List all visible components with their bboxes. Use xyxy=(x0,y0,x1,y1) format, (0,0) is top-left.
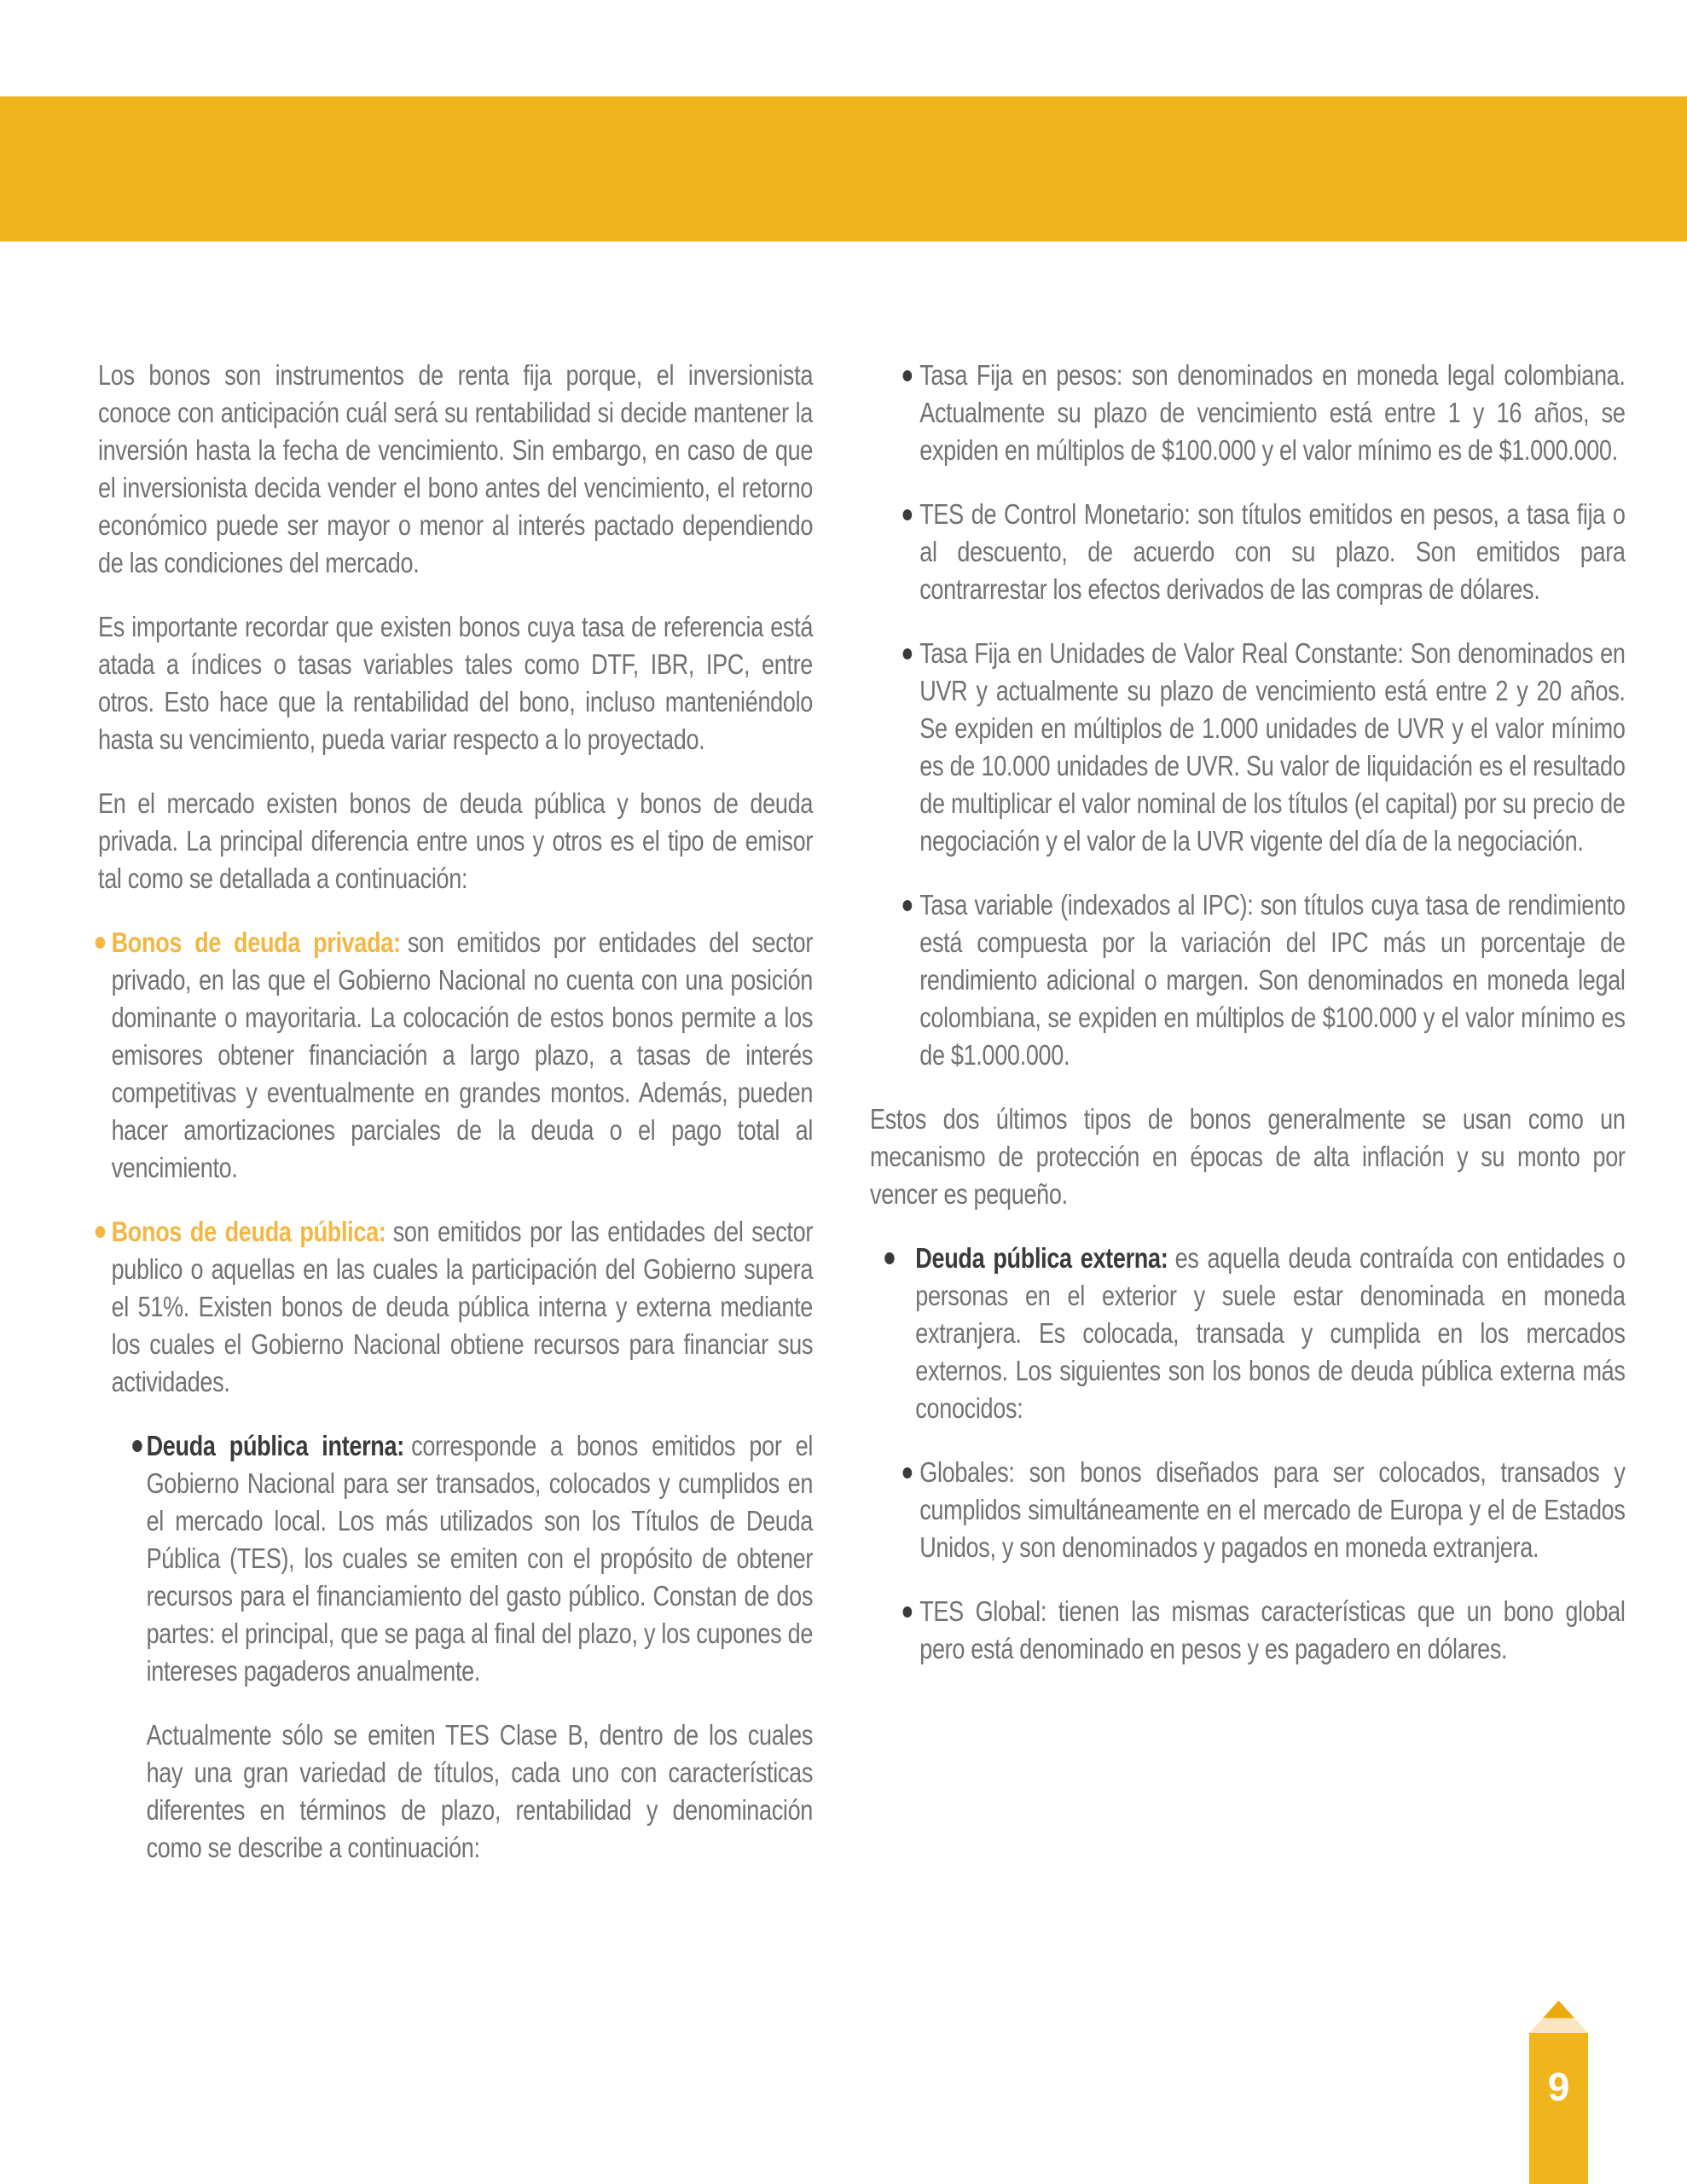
pencil-point-icon xyxy=(1529,2001,1588,2033)
pencil-icon xyxy=(1529,2001,1588,2184)
bullet-text: Tasa variable (indexados al IPC): son títulos cuya tasa de rendimiento está compuesta por la variación del IPC más un porcentaje de rendimiento adicional o margen. Son denominados en moneda legal colombiana, se expiden en múltiplos de $100.000 y el valor mínimo es de $1.000.000. xyxy=(919,889,1626,1071)
bullet-text: son emitidos por las entidades del sector publico o aquellas en las cuales la participación del Gobierno supera el 51%. Existen bonos de deuda pública interna y externa mediante los cuales el Gobierno Nacional obtiene recursos para financiar sus actividades. xyxy=(111,1216,814,1397)
bullet-heading: Deuda pública externa: xyxy=(915,1242,1168,1274)
bullet-dot-icon xyxy=(903,1606,913,1618)
pencil-body xyxy=(1529,2033,1588,2184)
bullet-text: Globales: son bonos diseñados para ser colocados, transados y cumplidos simultáneamente en el mercado de Europa y el de Estados Unidos, y son denominados y pagados en moneda extranjera. xyxy=(919,1456,1626,1563)
bullet-globales xyxy=(901,1454,1626,1566)
bullet-dot-icon xyxy=(903,648,913,659)
bullet-text: corresponde a bonos emitidos por el Gobierno Nacional para ser transados, colocados y cumplidos en el mercado local. Los más utilizados son los Títulos de Deuda Pública (TES), los cuales se emiten con el propósito de obtener recursos para el financiamiento del gasto público. Constan de dos partes: el principal, que se paga al final del plazo, y los cupones de intereses pagaderos anualmente. xyxy=(146,1430,814,1687)
bullet-dot-icon xyxy=(132,1440,142,1452)
bullet-deuda-publica-interna xyxy=(132,1427,813,1690)
bullet-text: TES de Control Monetario: son títulos emitidos en pesos, a tasa fija o al descuento, de acuerdo con su plazo. Son emitidos para contrarrestar los efectos derivados de las compras de dólares. xyxy=(919,498,1626,605)
bullet-dot-icon xyxy=(903,509,913,520)
bullet-dot-icon xyxy=(903,370,913,381)
bullet-heading: Deuda pública interna: xyxy=(146,1430,404,1461)
page-number: 9 xyxy=(1547,2065,1570,2109)
bullet-text: TES Global: tienen las mismas características que un bono global pero está denominado en pesos y es pagadero en dólares. xyxy=(919,1595,1626,1664)
bullet-text: son emitidos por entidades del sector privado, en las que el Gobierno Nacional no cuenta con una posición dominante o mayoritaria. La colocación de estos bonos permite a los emisores obtener financiación a largo plazo, a tasas de interés competitivas y eventualmente en grandes montos. Además, pueden hacer amortizaciones parciales de la deuda o el pago total al vencimiento. xyxy=(111,926,814,1183)
bullet-deuda-publica-externa xyxy=(884,1240,1625,1427)
bullet-text: Tasa Fija en Unidades de Valor Real Constante: Son denominados en UVR y actualmente su plazo de vencimiento está entre 2 y 20 años. Se expiden en múltiplos de 1.000 unidades de UVR y el valor mínimo es de 10.000 unidades de UVR. Su valor de liquidación es el resultado de multiplicar el valor nominal de los títulos (el capital) por su precio de negociación y el valor de la UVR vigente del día de la negociación. xyxy=(919,637,1626,857)
paragraph-tasas-variables: Es importante recordar que existen bonos cuya tasa de referencia está atada a índices o tasas variables tales como DTF, IBR, IPC, entre otros. Esto hace que la rentabilidad del bono, incluso manteniéndolo hasta su vencimiento, pueda variar respecto a lo proyectado. xyxy=(98,611,814,755)
bullet-tasa-fija-pesos xyxy=(901,357,1626,469)
bullet-tasa-fija-uvr xyxy=(901,635,1626,860)
right-column xyxy=(870,357,1626,1694)
bullet-dot-icon xyxy=(96,937,105,949)
bullet-bonos-deuda-privada xyxy=(98,924,813,1187)
left-column xyxy=(98,357,813,1893)
bullet-tes-control-monetario xyxy=(901,496,1626,608)
bullet-text: Tasa Fija en pesos: son denominados en moneda legal colombiana. Actualmente su plazo de vencimiento está entre 1 y 16 años, se expiden en múltiplos de $100.000 y el valor mínimo es de $1.000.000. xyxy=(919,359,1626,466)
bullet-dot-icon xyxy=(96,1226,105,1238)
bullet-dot-icon xyxy=(903,1467,913,1478)
bullet-tes-global xyxy=(901,1593,1626,1668)
header-yellow-band xyxy=(0,96,1687,241)
bullet-dot-icon xyxy=(884,1252,894,1264)
paragraph-tipos-deuda: En el mercado existen bonos de deuda pública y bonos de deuda privada. La principal diferencia entre unos y otros es el tipo de emisor tal como se detallada a continuación: xyxy=(98,787,814,894)
bullet-tasa-variable-ipc xyxy=(901,886,1626,1074)
paragraph-intro-bonos: Los bonos son instrumentos de renta fija porque, el inversionista conoce con anticipación cuál será su rentabilidad si decide mantener la inversión hasta la fecha de vencimiento. Sin embargo, en caso de que el inversionista decida vender el bono antes del vencimiento, el retorno económico puede ser mayor o menor al interés pactado dependiendo de las condiciones del mercado. xyxy=(98,359,814,578)
bullet-heading: Bonos de deuda pública: xyxy=(111,1216,386,1247)
bullet-dot-icon xyxy=(903,900,913,911)
bullet-bonos-deuda-publica xyxy=(98,1213,813,1401)
paragraph-tes-clase-b: Actualmente sólo se emiten TES Clase B, dentro de los cuales hay una gran variedad de títulos, cada uno con características diferentes en términos de plazo, rentabilidad y denominación como se describe a continuación: xyxy=(146,1719,814,1863)
paragraph-proteccion-inflacion: Estos dos últimos tipos de bonos generalmente se usan como un mecanismo de protección en épocas de alta inflación y su monto por vencer es pequeño. xyxy=(870,1103,1626,1210)
pencil-tip xyxy=(1543,2001,1574,2018)
bullet-heading: Bonos de deuda privada: xyxy=(111,926,401,958)
bullet-text: es aquella deuda contraída con entidades o personas en el exterior y suele estar denominada en moneda extranjera. Es colocada, transada y cumplida en los mercados externos. Los siguientes son los bonos de deuda pública externa más conocidos: xyxy=(915,1242,1626,1424)
